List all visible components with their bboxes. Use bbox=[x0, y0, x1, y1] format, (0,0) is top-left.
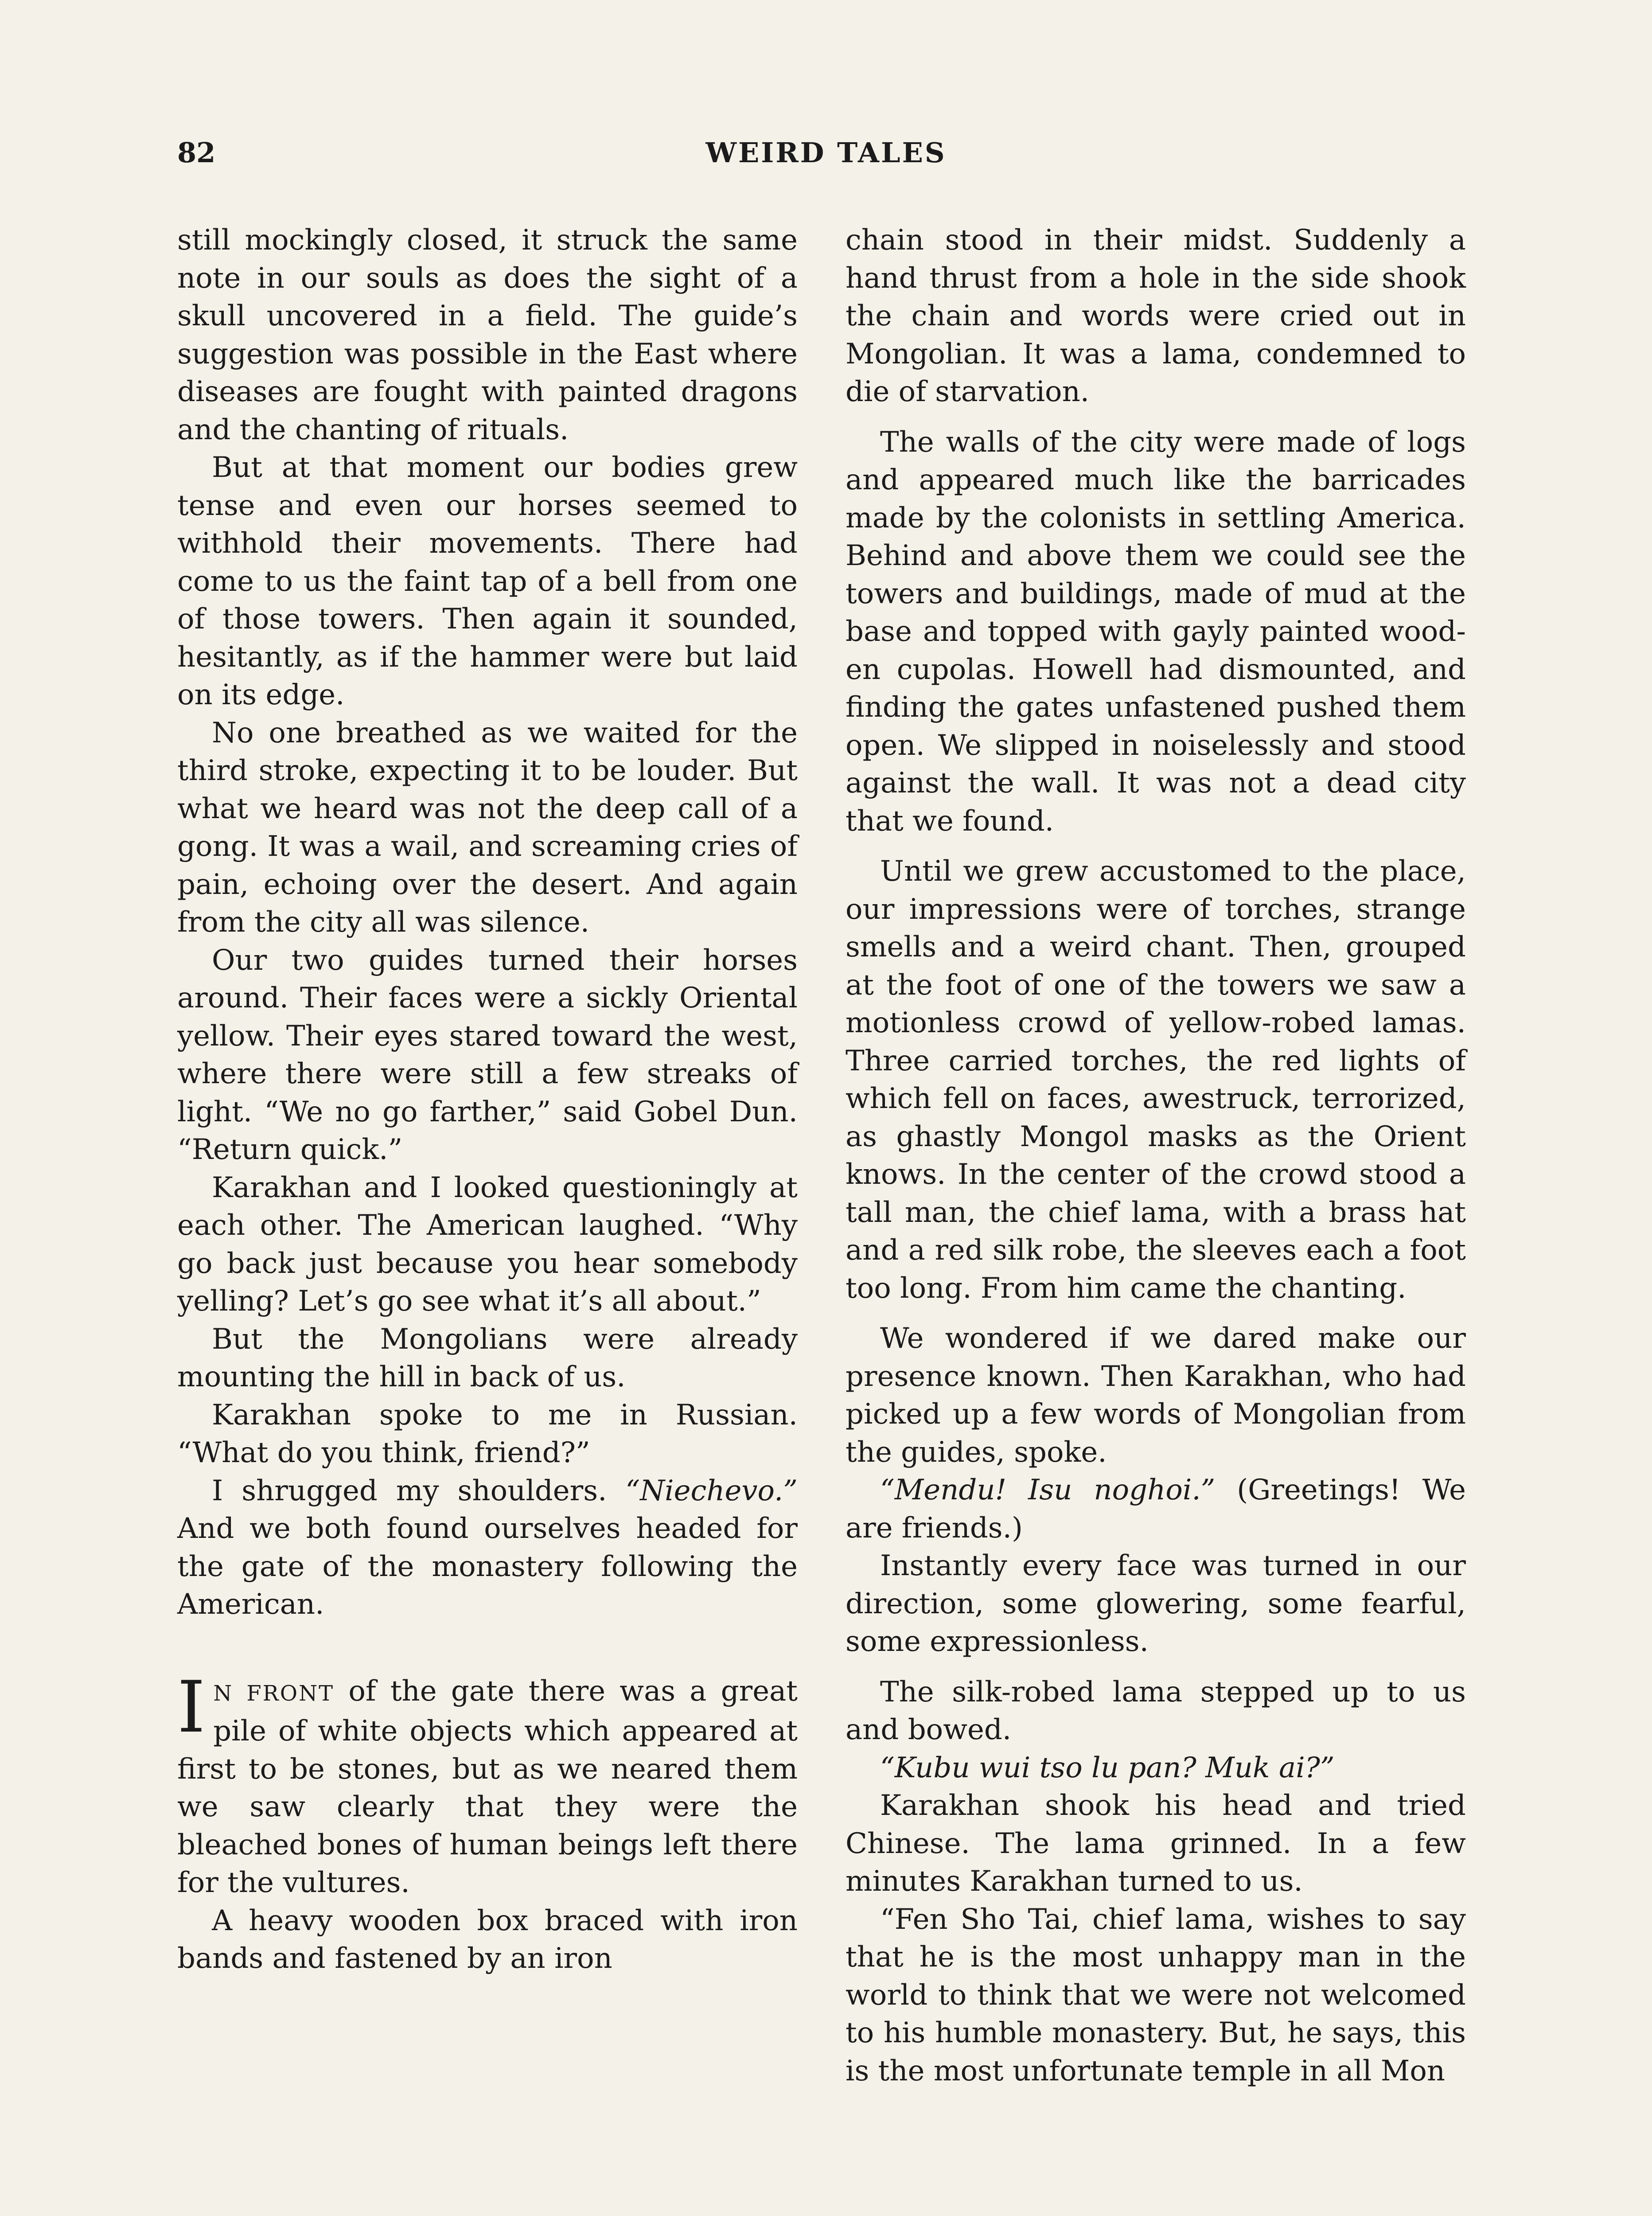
paragraph bbox=[845, 1471, 1466, 1547]
paragraph: A heavy wooden box braced with iron bands and fastened by an iron bbox=[177, 1904, 798, 1975]
left-column bbox=[177, 222, 798, 1978]
paragraph: We wondered if we dared make our presence known. Then Karakhan, who had picked up a few words of Mongolian from the guides, spoke. bbox=[845, 1322, 1466, 1469]
right-column bbox=[845, 222, 1466, 2090]
paragraph: The silk-robed lama stepped up to us and bowed. bbox=[845, 1675, 1466, 1746]
text-run: of the gate there was a great pile of white objects which appeared at first to be stones, but as we neared them we saw clearly that they were the bleached bones of human beings left there for the vultures. bbox=[177, 1674, 798, 1899]
paragraph: But at that moment our bodies grew tense and even our horses seemed to withhold their movements. There had come to us the faint tap of a bell from one of those towers. Then again it sounded, hesitantly, as if the hammer were but laid on its edge. bbox=[177, 451, 798, 711]
paragraph: Our two guides turned their horses around. Their faces were a sickly Oriental yellow. Their eyes stared toward the west, where there were still a few streaks of light. “We no go farther,” said Gobel Dun. “Return quick.” bbox=[177, 944, 798, 1166]
paragraph: No one breathed as we waited for the third stroke, expecting it to be louder. But what we heard was not the deep call of a gong. It was a wail, and screaming cries of pain, echoing over the desert. And again from the city all was silence. bbox=[177, 716, 798, 939]
paragraph: “Fen Sho Tai, chief lama, wishes to say that he is the most unhappy man in the world to think that we were not welcomed to his humble monastery. But, he says, this is the most unfortunate temple in all Mon bbox=[845, 1903, 1466, 2087]
paragraph bbox=[845, 1749, 1466, 1787]
italic-text: “Niechevo.” bbox=[625, 1474, 798, 1507]
paragraph bbox=[177, 1472, 798, 1624]
running-header bbox=[0, 129, 1652, 177]
paragraph: still mockingly closed, it struck the same note in our souls as does the sight of a skull uncovered in a field. The guide’s suggestion was possible in the East where diseases are fought with painted dragons and the chanting of rituals. bbox=[177, 224, 798, 446]
small-caps-text: N FRONT bbox=[213, 1681, 335, 1706]
paragraph: Until we grew accustomed to the place, our impressions were of torches, strange smells and a weird chant. Then, grouped at the foot of one of the towers we saw a motionless crowd of yellow-robed lamas. Three carried torches, the red lights of which fell on faces, awestruck, terrorized, as ghastly Mongol masks as the Orient knows. In the center of the crowd stood a tall man, the chief lama, with a brass hat and a red silk robe, the sleeves each a foot too long. From him came the chanting. bbox=[845, 855, 1466, 1305]
text-run: And we both found ourselves headed for the gate of the monastery following the American. bbox=[177, 1512, 798, 1621]
section-opening-paragraph bbox=[177, 1665, 798, 1902]
italic-text: “Kubu wui tso lu pan? Muk ai?” bbox=[880, 1751, 1335, 1784]
italic-text: “Mendu! Isu noghoi.” bbox=[880, 1474, 1216, 1506]
text-run: I shrugged my shoulders. bbox=[212, 1474, 626, 1507]
paragraph: But the Mongolians were already mounting the hill in back of us. bbox=[177, 1323, 798, 1393]
paragraph: Karakhan shook his head and tried Chinese. The lama grinned. In a few minutes Karakhan turned to us. bbox=[845, 1789, 1466, 1898]
paragraph: Instantly every face was turned in our direction, some glowering, some fearful, some expressionless. bbox=[845, 1549, 1466, 1658]
paragraph: Karakhan spoke to me in Russian. “What do you think, friend?” bbox=[177, 1398, 798, 1469]
magazine-title: WEIRD TALES bbox=[705, 137, 947, 169]
text-run: (Greetings! We are friends.) bbox=[845, 1474, 1466, 1545]
paragraph: Karakhan and I looked questioningly at each other. The American laughed. “Why go back just because you hear somebody yelling? Let’s go see what it’s all about.” bbox=[177, 1171, 798, 1318]
paragraph: chain stood in their midst. Suddenly a hand thrust from a hole in the side shook the chain and words were cried out in Mongolian. It was a lama, condemned to die of starvation. bbox=[845, 224, 1466, 408]
drop-cap: I bbox=[177, 1665, 206, 1748]
paragraph: The walls of the city were made of logs and appeared much like the barricades made by the colonists in settling America. Behind and above them we could see the towers and buildings, made of mud at the base and topped with gayly painted wooden cupolas. Howell had dismounted, and finding the gates unfastened pushed them open. We slipped in noiselessly and stood against the wall. It was not a dead city that we found. bbox=[845, 425, 1466, 838]
page-number: 82 bbox=[177, 137, 216, 169]
